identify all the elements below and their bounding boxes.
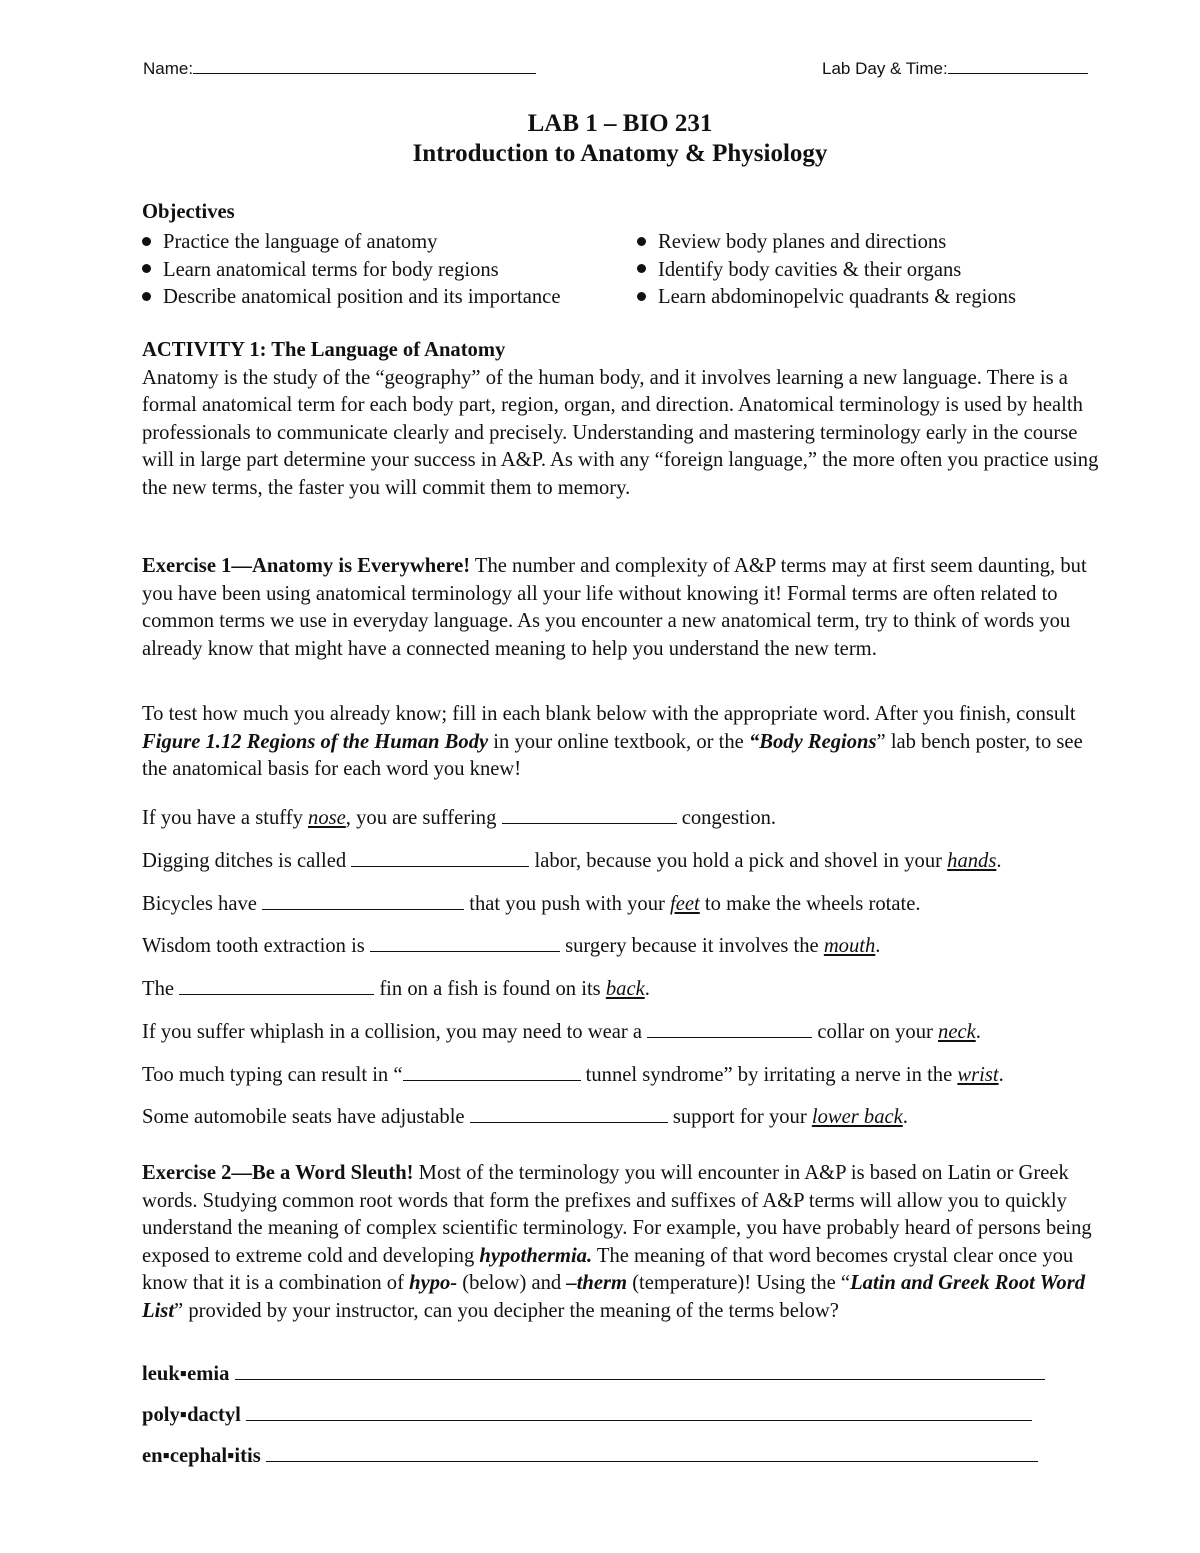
answer-blank[interactable]: [403, 1063, 581, 1081]
root-word-list-reference: Latin and Greek Root Word List: [142, 1272, 1086, 1322]
bullet-icon: [142, 237, 151, 246]
activity1-section: [142, 337, 1102, 502]
exercise2-heading: Exercise 2—Be a Word Sleuth!: [142, 1162, 414, 1184]
objective-item: Learn anatomical terms for body regions: [142, 257, 560, 285]
term-label: leuk▪emia: [142, 1363, 230, 1385]
exercise1-intro: [142, 553, 1102, 663]
term-answer-blank[interactable]: [266, 1444, 1038, 1462]
bullet-icon: [637, 292, 646, 301]
objective-item: Describe anatomical position and its importance: [142, 284, 560, 312]
figure-reference: Figure 1.12 Regions of the Human Body: [142, 730, 489, 753]
fill-in-item: Some automobile seats have adjustable support for your lower back.: [142, 1106, 908, 1128]
exercise1-heading: Exercise 1—Anatomy is Everywhere!: [142, 555, 471, 577]
objectives-heading: Objectives: [142, 201, 235, 223]
key-word: mouth: [823, 935, 876, 957]
bullet-icon: [637, 264, 646, 273]
fill-in-item: Too much typing can result in “ tunnel syndrome” by irritating a nerve in the wrist.: [142, 1064, 1004, 1086]
key-word: lower back: [811, 1106, 903, 1128]
example-word: hypothermia.: [479, 1244, 593, 1267]
fill-in-item: If you suffer whiplash in a collision, you may need to wear a collar on your neck.: [142, 1021, 981, 1043]
poster-reference: “Body Regions: [748, 730, 877, 753]
exercise1-intro-text: The number and complexity of A&P terms may at first seem daunting, but you have been using anatomical terminology all your life without knowing it! Formal terms are often related to common terms we use in everyday language. As you encounter a new anatomical term, try to think of words you already know that might have a connected meaning to help you understand the new term.: [142, 555, 1087, 660]
answer-blank[interactable]: [351, 849, 529, 867]
term-answer-blank[interactable]: [235, 1362, 1045, 1380]
answer-blank[interactable]: [502, 806, 677, 824]
key-word: neck: [938, 1021, 976, 1043]
lab-day-time-field[interactable]: [822, 58, 1088, 79]
lab-day-time-blank[interactable]: [948, 58, 1088, 74]
objective-item: Review body planes and directions: [637, 229, 1016, 257]
fill-in-item: If you have a stuffy nose, you are suffering congestion.: [142, 807, 777, 829]
objective-item: Identify body cavities & their organs: [637, 257, 1016, 285]
fill-in-item: Digging ditches is called labor, because you hold a pick and shovel in your hands.: [142, 850, 1002, 872]
bullet-icon: [142, 264, 151, 273]
prefix-hypo: hypo-: [409, 1272, 458, 1294]
term-label: poly▪dactyl: [142, 1404, 241, 1426]
answer-blank[interactable]: [262, 892, 464, 910]
answer-blank[interactable]: [370, 934, 560, 952]
name-label: Name:: [143, 59, 194, 78]
exercise1-instructions: To test how much you already know; fill in each blank below with the appropriate word. After you finish, consult Figure 1.12 Regions of the Human Body in your online textbook, or the “Body Regions” lab bench poster, to see the anatomical basis for each word you knew!: [142, 703, 1083, 780]
lab-title: LAB 1 – BIO 231: [527, 110, 713, 137]
key-word: wrist: [957, 1064, 999, 1086]
objectives-left-list: [142, 229, 560, 312]
activity1-paragraph: Anatomy is the study of the “geography” of the human body, and it involves learning a new language. There is a formal anatomical term for each body part, region, organ, and direction. Anatomical terminology is used by health professionals to communicate clearly and precisely. Understanding and mastering terminology early in the course will in large part determine your success in A&P. As with any “foreign language,” the more often you practice using the new terms, the faster you will commit them to memory.: [142, 366, 1099, 499]
bullet-icon: [637, 237, 646, 246]
activity1-heading: ACTIVITY 1: The Language of Anatomy: [142, 339, 506, 361]
answer-blank[interactable]: [647, 1020, 812, 1038]
name-blank[interactable]: [193, 58, 536, 74]
objectives-right-list: [637, 229, 1016, 312]
answer-blank[interactable]: [470, 1105, 668, 1123]
key-word: nose: [308, 807, 346, 829]
term-item: [142, 1444, 1038, 1468]
lab-day-time-label: Lab Day & Time:: [822, 59, 948, 78]
term-answer-blank[interactable]: [246, 1403, 1032, 1421]
lab-subtitle: Introduction to Anatomy & Physiology: [412, 140, 828, 167]
key-word: hands: [947, 850, 997, 872]
bullet-icon: [142, 292, 151, 301]
fill-in-item: Wisdom tooth extraction is surgery because it involves the mouth.: [142, 935, 881, 957]
objective-item: Learn abdominopelvic quadrants & regions: [637, 284, 1016, 312]
objective-item: Practice the language of anatomy: [142, 229, 560, 257]
key-word: feet: [670, 893, 700, 915]
root-therm: –therm: [566, 1272, 628, 1294]
term-item: [142, 1362, 1045, 1386]
key-word: back: [605, 978, 645, 1000]
name-field[interactable]: [143, 58, 536, 79]
fill-in-item: The fin on a fish is found on its back.: [142, 978, 650, 1000]
exercise2-section: Exercise 2—Be a Word Sleuth! Most of the terminology you will encounter in A&P is based on Latin or Greek words. Studying common root words that form the prefixes and suffixes of A&P terms will allow you to quickly understand the meaning of complex scientific terminology. For example, you have probably heard of persons being exposed to extreme cold and developing hypothermia. The meaning of that word becomes crystal clear once you know that it is a combination of hypo- (below) and –therm (temperature)! Using the “Latin and Greek Root Word List” provided by your instructor, can you decipher the meaning of the terms below?: [142, 1162, 1092, 1322]
answer-blank[interactable]: [179, 977, 374, 995]
term-item: [142, 1403, 1032, 1427]
term-label: en▪cephal▪itis: [142, 1445, 261, 1467]
fill-in-item: Bicycles have that you push with your feet to make the wheels rotate.: [142, 893, 921, 915]
